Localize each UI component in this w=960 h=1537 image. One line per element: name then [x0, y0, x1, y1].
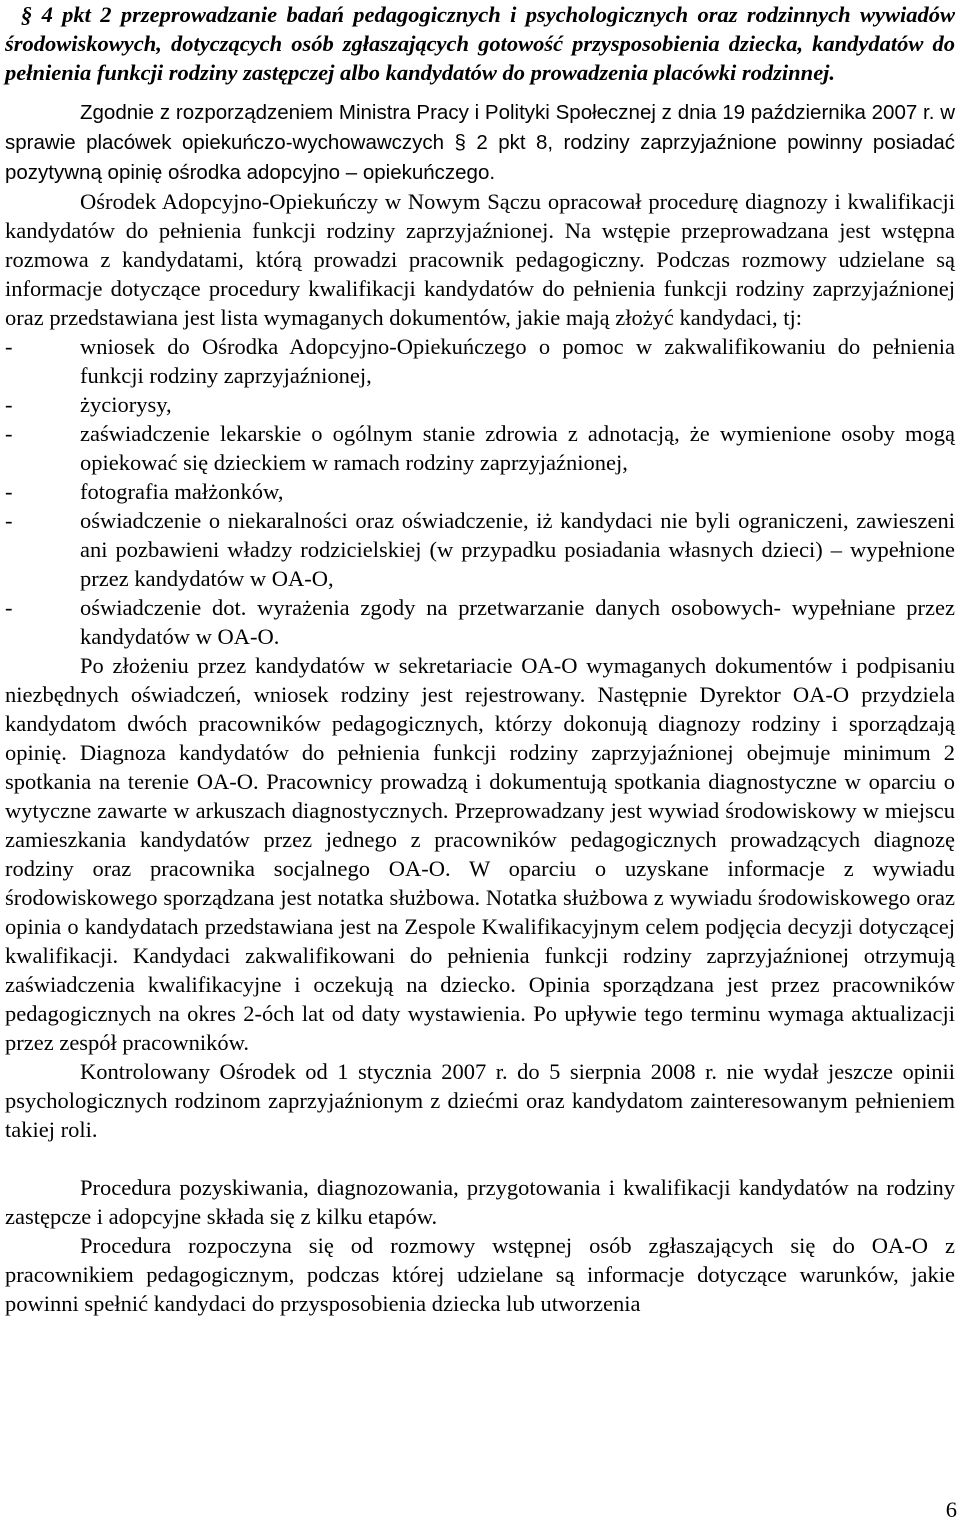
paragraph-procedure: Ośrodek Adopcyjno-Opiekuńczy w Nowym Sączu opracował procedurę diagnozy i kwalifikacji kandydatów do pełnienia funkcji rodziny zaprzyjaźnionej. Na wstępie przeprowadzana jest wstępna rozmowa z kandydatami, którą prowadzi pracownik pedagogiczny. Podczas rozmowy udzielane są informacje dotyczące procedury kwalifikacji kandydatów do pełnienia funkcji rodziny zaprzyjaźnionej oraz przedstawiana jest lista wymaganych dokumentów, jakie mają złożyć kandydaci, tj: [5, 189, 955, 330]
list-item: - oświadczenie dot. wyrażenia zgody na przetwarzanie danych osobowych- wypełniane przez kandydatów w OA-O. [5, 593, 955, 651]
documents-list [5, 332, 955, 651]
paragraph-begins: Procedura rozpoczyna się od rozmowy wstępnej osób zgłaszających się do OA-O z pracownikiem pedagogicznym, podczas której udzielane są informacje dotyczące warunków, jakie powinni spełnić kandydaci do przysposobienia dziecka lub utworzenia [5, 1233, 955, 1316]
page-number: 6 [945, 1497, 957, 1522]
paragraph-regulation [5, 97, 955, 187]
paragraph-after-submission: Po złożeniu przez kandydatów w sekretariacie OA-O wymaganych dokumentów i podpisaniu niezbędnych oświadczeń, wniosek rodziny jest rejestrowany. Następnie Dyrektor OA-O przydziela kandydatom dwóch pracowników pedagogicznych, którzy dokonują diagnozy rodziny i sporządzają opinię. Diagnoza kandydatów do pełnienia funkcji rodziny zaprzyjaźnionej obejmuje minimum 2 spotkania na terenie OA-O. Pracownicy prowadzą i dokumentują spotkania diagnostyczne w oparciu o wytyczne zawarte w arkuszach diagnostycznych. Przeprowadzany jest wywiad środowiskowy w miejscu zamieszkania kandydatów przez jednego z pracowników pedagogicznych prowadzących diagnozę rodziny oraz pracownika socjalnego OA-O. W oparciu o uzyskane informacje z wywiadu środowiskowego sporządzana jest notatka służbowa. Notatka służbowa z wywiadu środowiskowego oraz opinia o kandydatach przedstawiana jest na Zespole Kwalifikacyjnym celem podjęcia decyzji dotyczącej kwalifikacji. Kandydaci zakwalifikowani do pełnienia funkcji rodziny zaprzyjaźnionej otrzymują zaświadczenia kwalifikacyjne i oczekują na dziecko. Opinia sporządzana jest przez pracowników pedagogicznych na okres 2-óch lat od daty wystawienia. Po upływie tego terminu wymaga aktualizacji przez zespół pracowników. [5, 653, 955, 1055]
list-item: - fotografia małżonków, [5, 477, 955, 506]
list-item: - życiorysy, [5, 390, 955, 419]
paragraph-gap [5, 1144, 955, 1173]
paragraph-controlled: Kontrolowany Ośrodek od 1 stycznia 2007 r. do 5 sierpnia 2008 r. nie wydał jeszcze opinii psychologicznych rodzinom zaprzyjaźnionym z dziećmi oraz kandydatom zainteresowanym pełnieniem takiej roli. [5, 1059, 955, 1142]
paragraph-stages: Procedura pozyskiwania, diagnozowania, przygotowania i kwalifikacji kandydatów na rodziny zastępcze i adopcyjne składa się z kilku etapów. [5, 1175, 955, 1229]
list-item: - zaświadczenie lekarskie o ogólnym stanie zdrowia z adnotacją, że wymienione osoby mogą opiekować się dzieckiem w ramach rodziny zaprzyjaźnionej, [5, 419, 955, 477]
list-item: - wniosek do Ośrodka Adopcyjno-Opiekuńczego o pomoc w zakwalifikowaniu do pełnienia funkcji rodziny zaprzyjaźnionej, [5, 332, 955, 390]
document-page [5, 0, 955, 1318]
section-heading: § 4 pkt 2 przeprowadzanie badań pedagogicznych i psychologicznych oraz rodzinnych wywiadów środowiskowych, dotyczących osób zgłaszających gotowość przysposobienia dziecka, kandydatów do pełnienia funkcji rodziny zastępczej albo kandydatów do prowadzenia placówki rodzinnej. [5, 2, 955, 85]
paragraph-regulation-text: Zgodnie z rozporządzeniem Ministra Pracy i Polityki Społecznej z dnia 19 października 2007 r. w sprawie placówek opiekuńczo-wychowawczych § 2 pkt 8, rodziny zaprzyjaźnione powinny posiadać pozytywną opinię ośrodka adopcyjno – opiekuńczego. [5, 101, 955, 184]
list-item: - oświadczenie o niekaralności oraz oświadczenie, iż kandydaci nie byli ograniczeni, zawieszeni ani pozbawieni władzy rodzicielskiej (w przypadku posiadania własnych dzieci) – wypełnione przez kandydatów w OA-O, [5, 506, 955, 593]
